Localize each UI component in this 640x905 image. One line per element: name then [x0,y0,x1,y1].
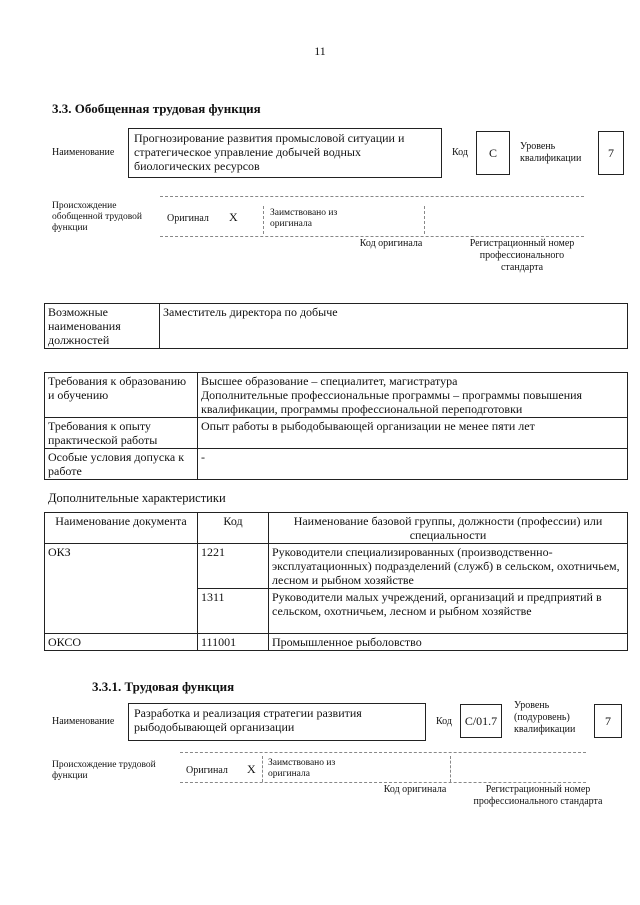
req-special-value: - [198,449,628,480]
extra-row-doc: ОКЗ [45,544,198,634]
positions-label: Возможные наименования должностей [45,304,160,349]
extra-row-code: 1221 [198,544,269,589]
extra-header-code: Код [198,513,269,544]
requirements-table [44,372,628,480]
sub-orig-code-label: Код оригинала [383,784,447,795]
name-value: Прогнозирование развития промысловой ситуации и стратегическое управление добычей водных биологических ресурсов [128,128,442,178]
extra-row-code: 1311 [198,589,269,634]
req-education-label: Требования к образованию и обучению [45,373,198,418]
subsection-title: 3.3.1. Трудовая функция [92,679,235,694]
code-value: C [476,131,510,175]
extra-header-name: Наименование базовой группы, должности (профессии) или специальности [269,513,628,544]
name-label: Наименование [52,147,115,158]
level-label: Уровень квалификации [520,141,582,164]
sub-code-value: C/01.7 [460,704,502,738]
req-experience-label: Требования к опыту практической работы [45,418,198,449]
extra-table [44,512,628,651]
section-title: 3.3. Обобщенная трудовая функция [52,101,261,116]
code-label: Код [452,147,468,158]
req-education-value: Высшее образование – специалитет, магистратура Дополнительные профессиональные программы – программы повышения квалификации, программы профессиональной переподготовки [198,373,628,418]
origin-label: Происхождение обобщенной трудовой функции [52,201,142,233]
sub-borrowed-label: Заимствовано из оригинала [268,758,336,779]
extra-row-name: Промышленное рыболовство [269,634,628,651]
sub-level-value: 7 [594,704,622,738]
sub-original-label: Оригинал [186,765,228,776]
sub-reg-number-label: Регистрационный номер профессионального стандарта [473,784,603,807]
borrowed-label: Заимствовано из оригинала [270,208,338,229]
req-experience-value: Опыт работы в рыбодобывающей организации не менее пяти лет [198,418,628,449]
orig-code-label: Код оригинала [359,238,423,249]
sub-name-label: Наименование [52,716,115,727]
extra-header-doc: Наименование документа [45,513,198,544]
original-label: Оригинал [167,213,209,224]
original-mark: X [229,210,238,224]
sub-name-value: Разработка и реализация стратегии развития рыбодобывающей организации [128,703,426,741]
positions-table [44,303,628,349]
extra-row-name: Руководители специализированных (производственно-эксплуатационных) подразделений (служб) в сельском, охотничьем, лесном и рыбном хозяйстве [269,544,628,589]
req-special-label: Особые условия допуска к работе [45,449,198,480]
sub-origin-label: Происхождение трудовой функции [52,760,156,781]
reg-number-label: Регистрационный номер профессионального стандарта [469,238,575,273]
page-number: 11 [314,44,326,58]
extra-row-doc: ОКСО [45,634,198,651]
sub-level-label: Уровень (подуровень) квалификации [514,700,576,735]
extra-title: Дополнительные характеристики [48,491,226,505]
extra-row-name: Руководители малых учреждений, организаций и предприятий в сельском, охотничьем, лесном и рыбном хозяйстве [269,589,628,634]
positions-value: Заместитель директора по добыче [160,304,628,349]
sub-original-mark: X [247,762,256,776]
level-value: 7 [598,131,624,175]
extra-row-code: 111001 [198,634,269,651]
sub-code-label: Код [436,716,452,727]
